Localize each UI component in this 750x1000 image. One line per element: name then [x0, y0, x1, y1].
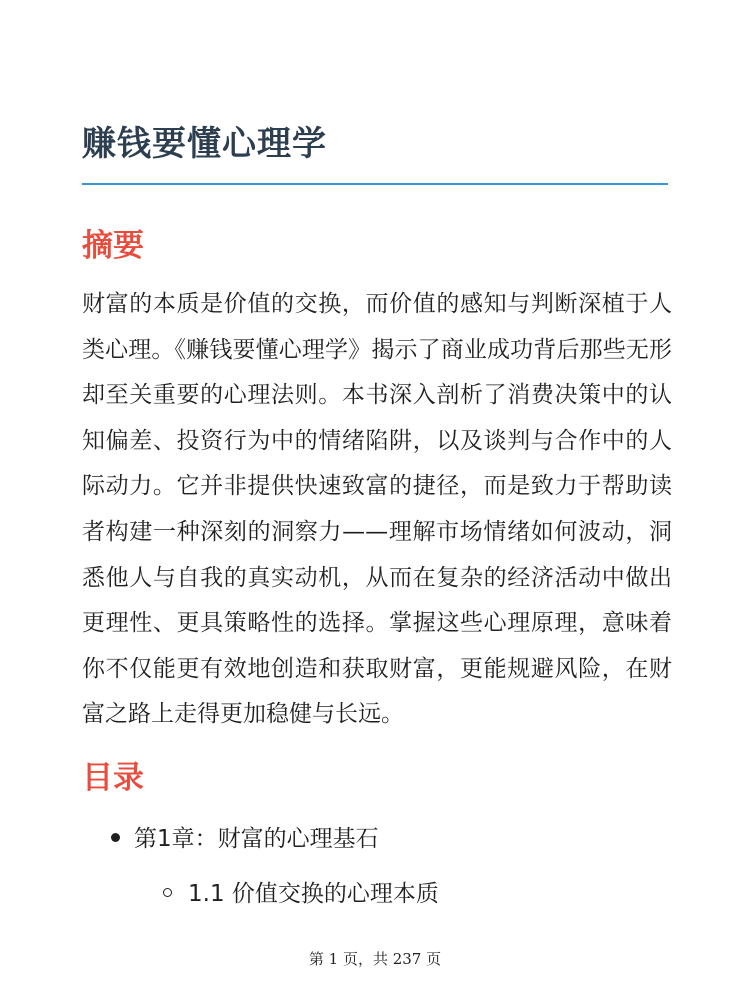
- toc-item-label: 第1章：财富的心理基石: [134, 826, 379, 852]
- toc-heading: 目录: [82, 760, 144, 796]
- abstract-paragraph: 财富的本质是价值的交换，而价值的感知与判断深植于人类心理。《赚钱要懂心理学》揭示了商业成功背后那些无形却至关重要的心理法则。本书深入剖析了消费决策中的认知偏差、投资行为中的情绪陷阱，以及谈判与合作中的人际动力。它并非提供快速致富的捷径，而是致力于帮助读者构建一种深刻的洞察力——理解市场情绪如何波动，洞悉他人与自我的真实动机，从而在复杂的经济活动中做出更理性、更具策略性的选择。掌握这些心理原理，意味着你不仅能更有效地创造和获取财富，更能规避风险，在财富之路上走得更加稳健与长远。: [82, 291, 672, 728]
- bullet-dot-icon: [111, 833, 120, 842]
- page-footer: 第 1 页，共 237 页: [308, 950, 442, 968]
- abstract-heading: 摘要: [82, 228, 144, 264]
- bullet-circle-icon: [163, 888, 172, 897]
- toc-item-section-1-1[interactable]: [163, 875, 439, 908]
- document-title: 赚钱要懂心理学: [82, 124, 327, 164]
- toc-item-label: 1.1 价值交换的心理本质: [188, 881, 439, 907]
- title-divider: [82, 183, 668, 185]
- toc-item-chapter-1[interactable]: [111, 820, 379, 853]
